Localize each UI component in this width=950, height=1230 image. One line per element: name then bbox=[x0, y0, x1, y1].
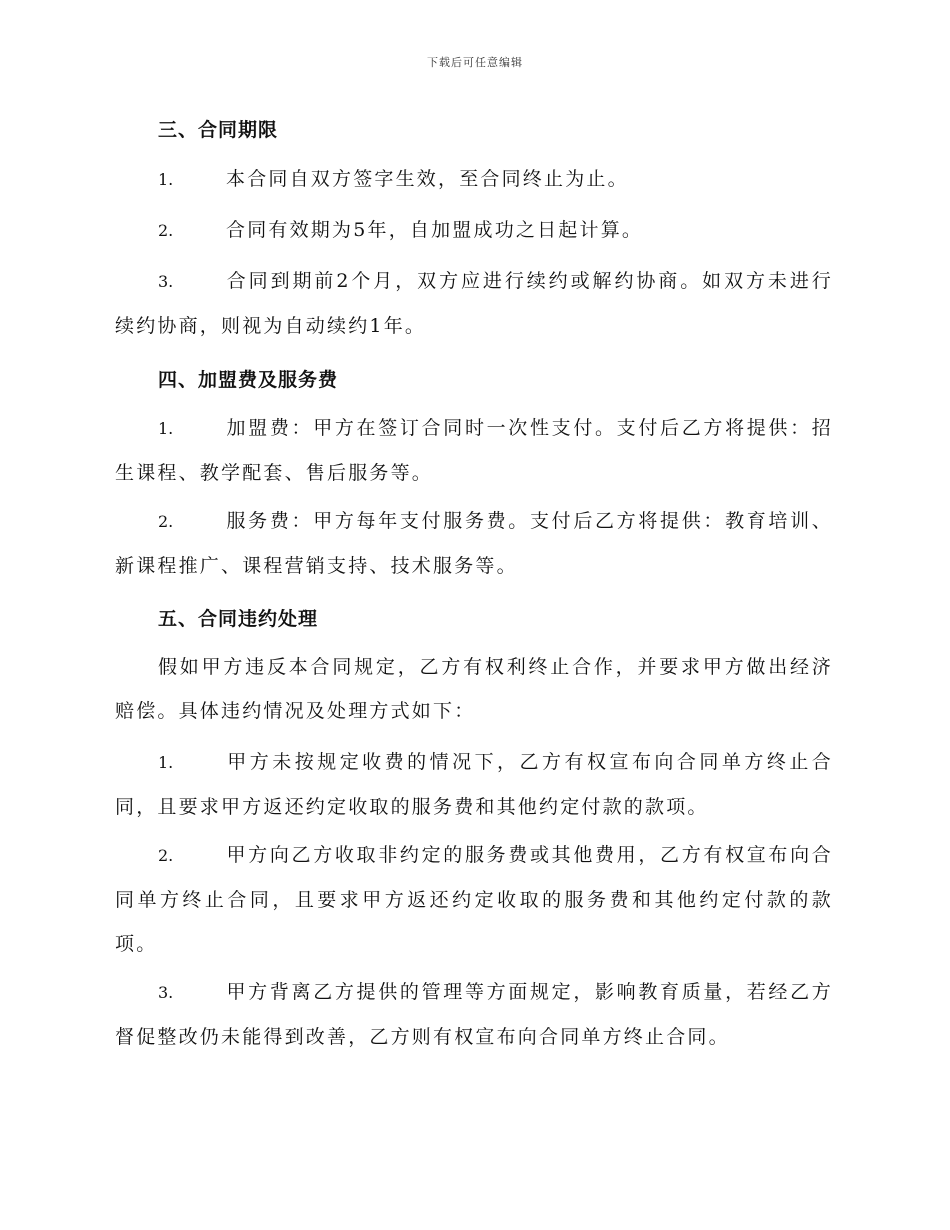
item-number: 3. bbox=[158, 983, 174, 1002]
breach-item-2 bbox=[115, 833, 833, 966]
section-heading-fees: 四、加盟费及服务费 bbox=[158, 369, 339, 391]
item-text: 甲方未按规定收费的情况下，乙方有权宣布向合同单方终止合同，且要求甲方返还约定收取的服务费和其他约定付款的款项。 bbox=[115, 751, 833, 818]
item-number: 2. bbox=[158, 846, 174, 865]
fees-item-2 bbox=[115, 499, 833, 588]
item-text: 本合同自双方签字生效，至合同终止为止。 bbox=[226, 168, 629, 190]
item-text: 合同有效期为5年，自加盟成功之日起计算。 bbox=[226, 219, 644, 241]
item-text: 甲方向乙方收取非约定的服务费或其他费用，乙方有权宣布向合同单方终止合同，且要求甲方返还约定收取的服务费和其他约定付款的款项。 bbox=[115, 844, 833, 955]
item-number: 1. bbox=[158, 753, 174, 772]
breach-item-3 bbox=[115, 970, 833, 1059]
item-number: 3. bbox=[158, 272, 174, 291]
item-number: 2. bbox=[158, 221, 174, 240]
term-item-1 bbox=[115, 157, 833, 202]
breach-item-1 bbox=[115, 740, 833, 829]
page-header: 下载后可任意编辑 bbox=[427, 56, 523, 69]
item-number: 2. bbox=[158, 512, 174, 531]
section-heading-breach: 五、合同违约处理 bbox=[158, 608, 319, 630]
term-item-2 bbox=[115, 208, 833, 253]
item-text: 合同到期前2个月，双方应进行续约或解约协商。如双方未进行续约协商，则视为自动续约1年。 bbox=[115, 270, 833, 337]
item-text: 甲方背离乙方提供的管理等方面规定，影响教育质量，若经乙方督促整改仍未能得到改善，乙方则有权宣布向合同单方终止合同。 bbox=[115, 981, 833, 1048]
breach-intro: 假如甲方违反本合同规定，乙方有权利终止合作，并要求甲方做出经济赔偿。具体违约情况及处理方式如下： bbox=[115, 656, 833, 722]
item-number: 1. bbox=[158, 170, 174, 189]
section-heading-term: 三、合同期限 bbox=[158, 119, 279, 141]
term-item-3 bbox=[115, 259, 833, 348]
item-text: 服务费：甲方每年支付服务费。支付后乙方将提供：教育培训、新课程推广、课程营销支持、技术服务等。 bbox=[115, 510, 833, 577]
item-number: 1. bbox=[158, 419, 174, 438]
fees-item-1 bbox=[115, 406, 833, 495]
item-text: 加盟费：甲方在签订合同时一次性支付。支付后乙方将提供：招生课程、教学配套、售后服务等。 bbox=[115, 417, 833, 484]
